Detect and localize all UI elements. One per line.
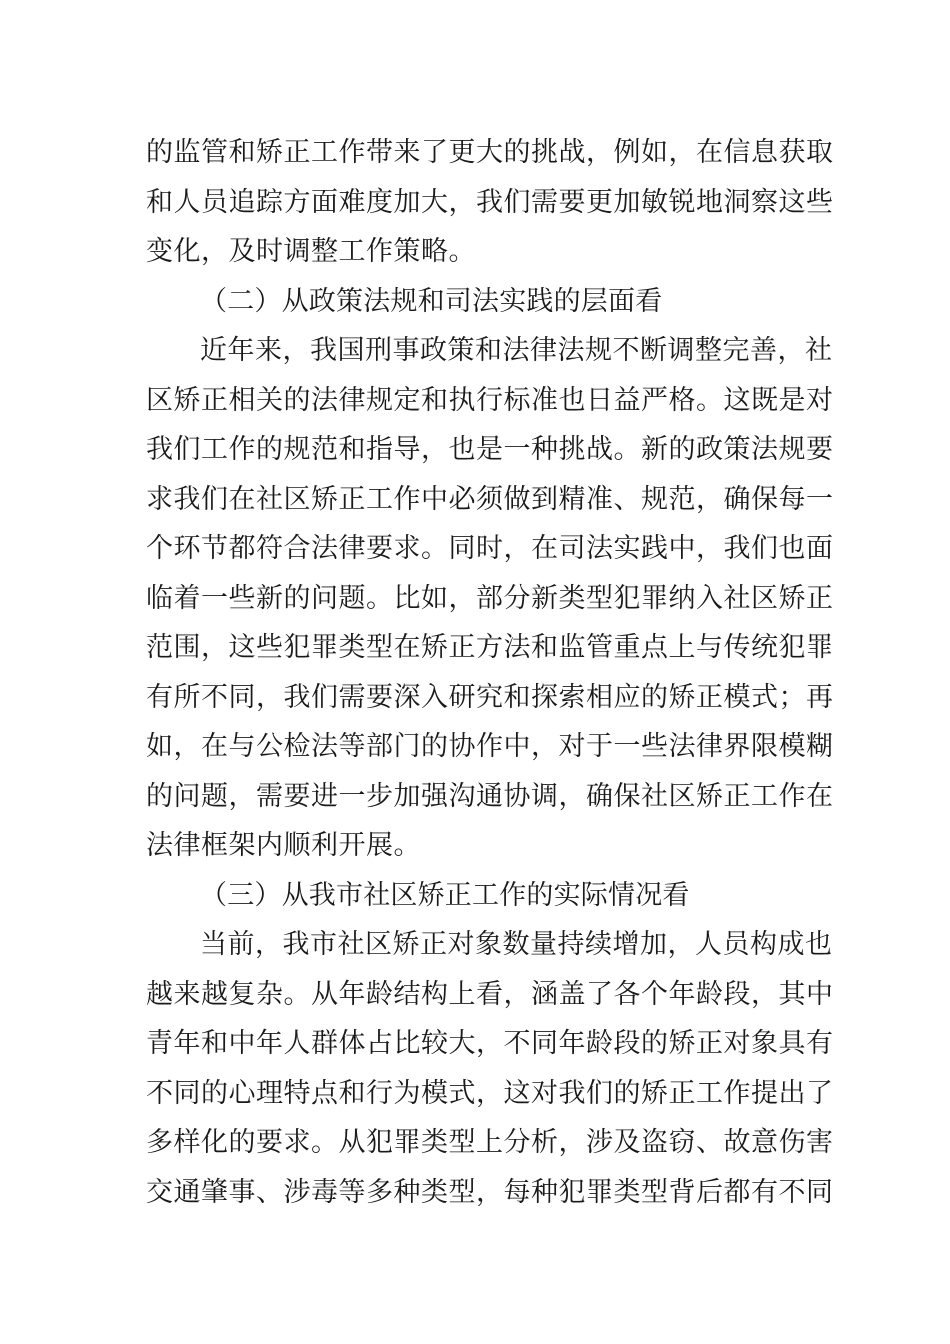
text-line: 多样化的要求。从犯罪类型上分析，涉及盗窃、故意伤害	[146, 1127, 834, 1158]
text-line: 临着一些新的问题。比如，部分新类型犯罪纳入社区矫正	[146, 582, 834, 614]
text-line: 交通肇事、涉毒等多种类型，每种犯罪类型背后都有不同	[146, 1176, 834, 1208]
text-line: 如，在与公检法等部门的协作中，对于一些法律界限模糊	[146, 731, 834, 762]
text-line: 法律框架内顺利开展。	[146, 830, 421, 861]
section-heading: （三）从我市社区矫正工作的实际情况看	[200, 879, 690, 911]
text-line: 不同的心理特点和行为模式，这对我们的矫正工作提出了	[146, 1077, 834, 1109]
text-line: 当前，我市社区矫正对象数量持续增加，人员构成也	[200, 929, 833, 960]
text-line: 范围，这些犯罪类型在矫正方法和监管重点上与传统犯罪	[146, 632, 834, 663]
text-line: 的监管和矫正工作带来了更大的挑战，例如，在信息获取	[146, 137, 834, 168]
text-line: 变化，及时调整工作策略。	[146, 236, 476, 267]
text-line: 有所不同，我们需要深入研究和探索相应的矫正模式；再	[146, 681, 834, 713]
text-line: 我们工作的规范和指导，也是一种挑战。新的政策法规要	[146, 434, 834, 465]
text-line: 区矫正相关的法律规定和执行标准也日益严格。这既是对	[146, 384, 834, 416]
body-text	[146, 128, 834, 1217]
text-line: 求我们在社区矫正工作中必须做到精准、规范，确保每一	[146, 483, 834, 515]
text-line: 的问题，需要进一步加强沟通协调，确保社区矫正工作在	[146, 780, 834, 812]
section-heading: （二）从政策法规和司法实践的层面看	[200, 285, 663, 317]
text-line: 青年和中年人群体占比较大，不同年龄段的矫正对象具有	[146, 1028, 834, 1059]
text-line: 个环节都符合法律要求。同时，在司法实践中，我们也面	[146, 533, 834, 564]
text-line: 和人员追踪方面难度加大，我们需要更加敏锐地洞察这些	[146, 186, 834, 218]
text-line: 越来越复杂。从年龄结构上看，涵盖了各个年龄段，其中	[146, 978, 834, 1010]
text-line: 近年来，我国刑事政策和法律法规不断调整完善，社	[200, 335, 833, 366]
